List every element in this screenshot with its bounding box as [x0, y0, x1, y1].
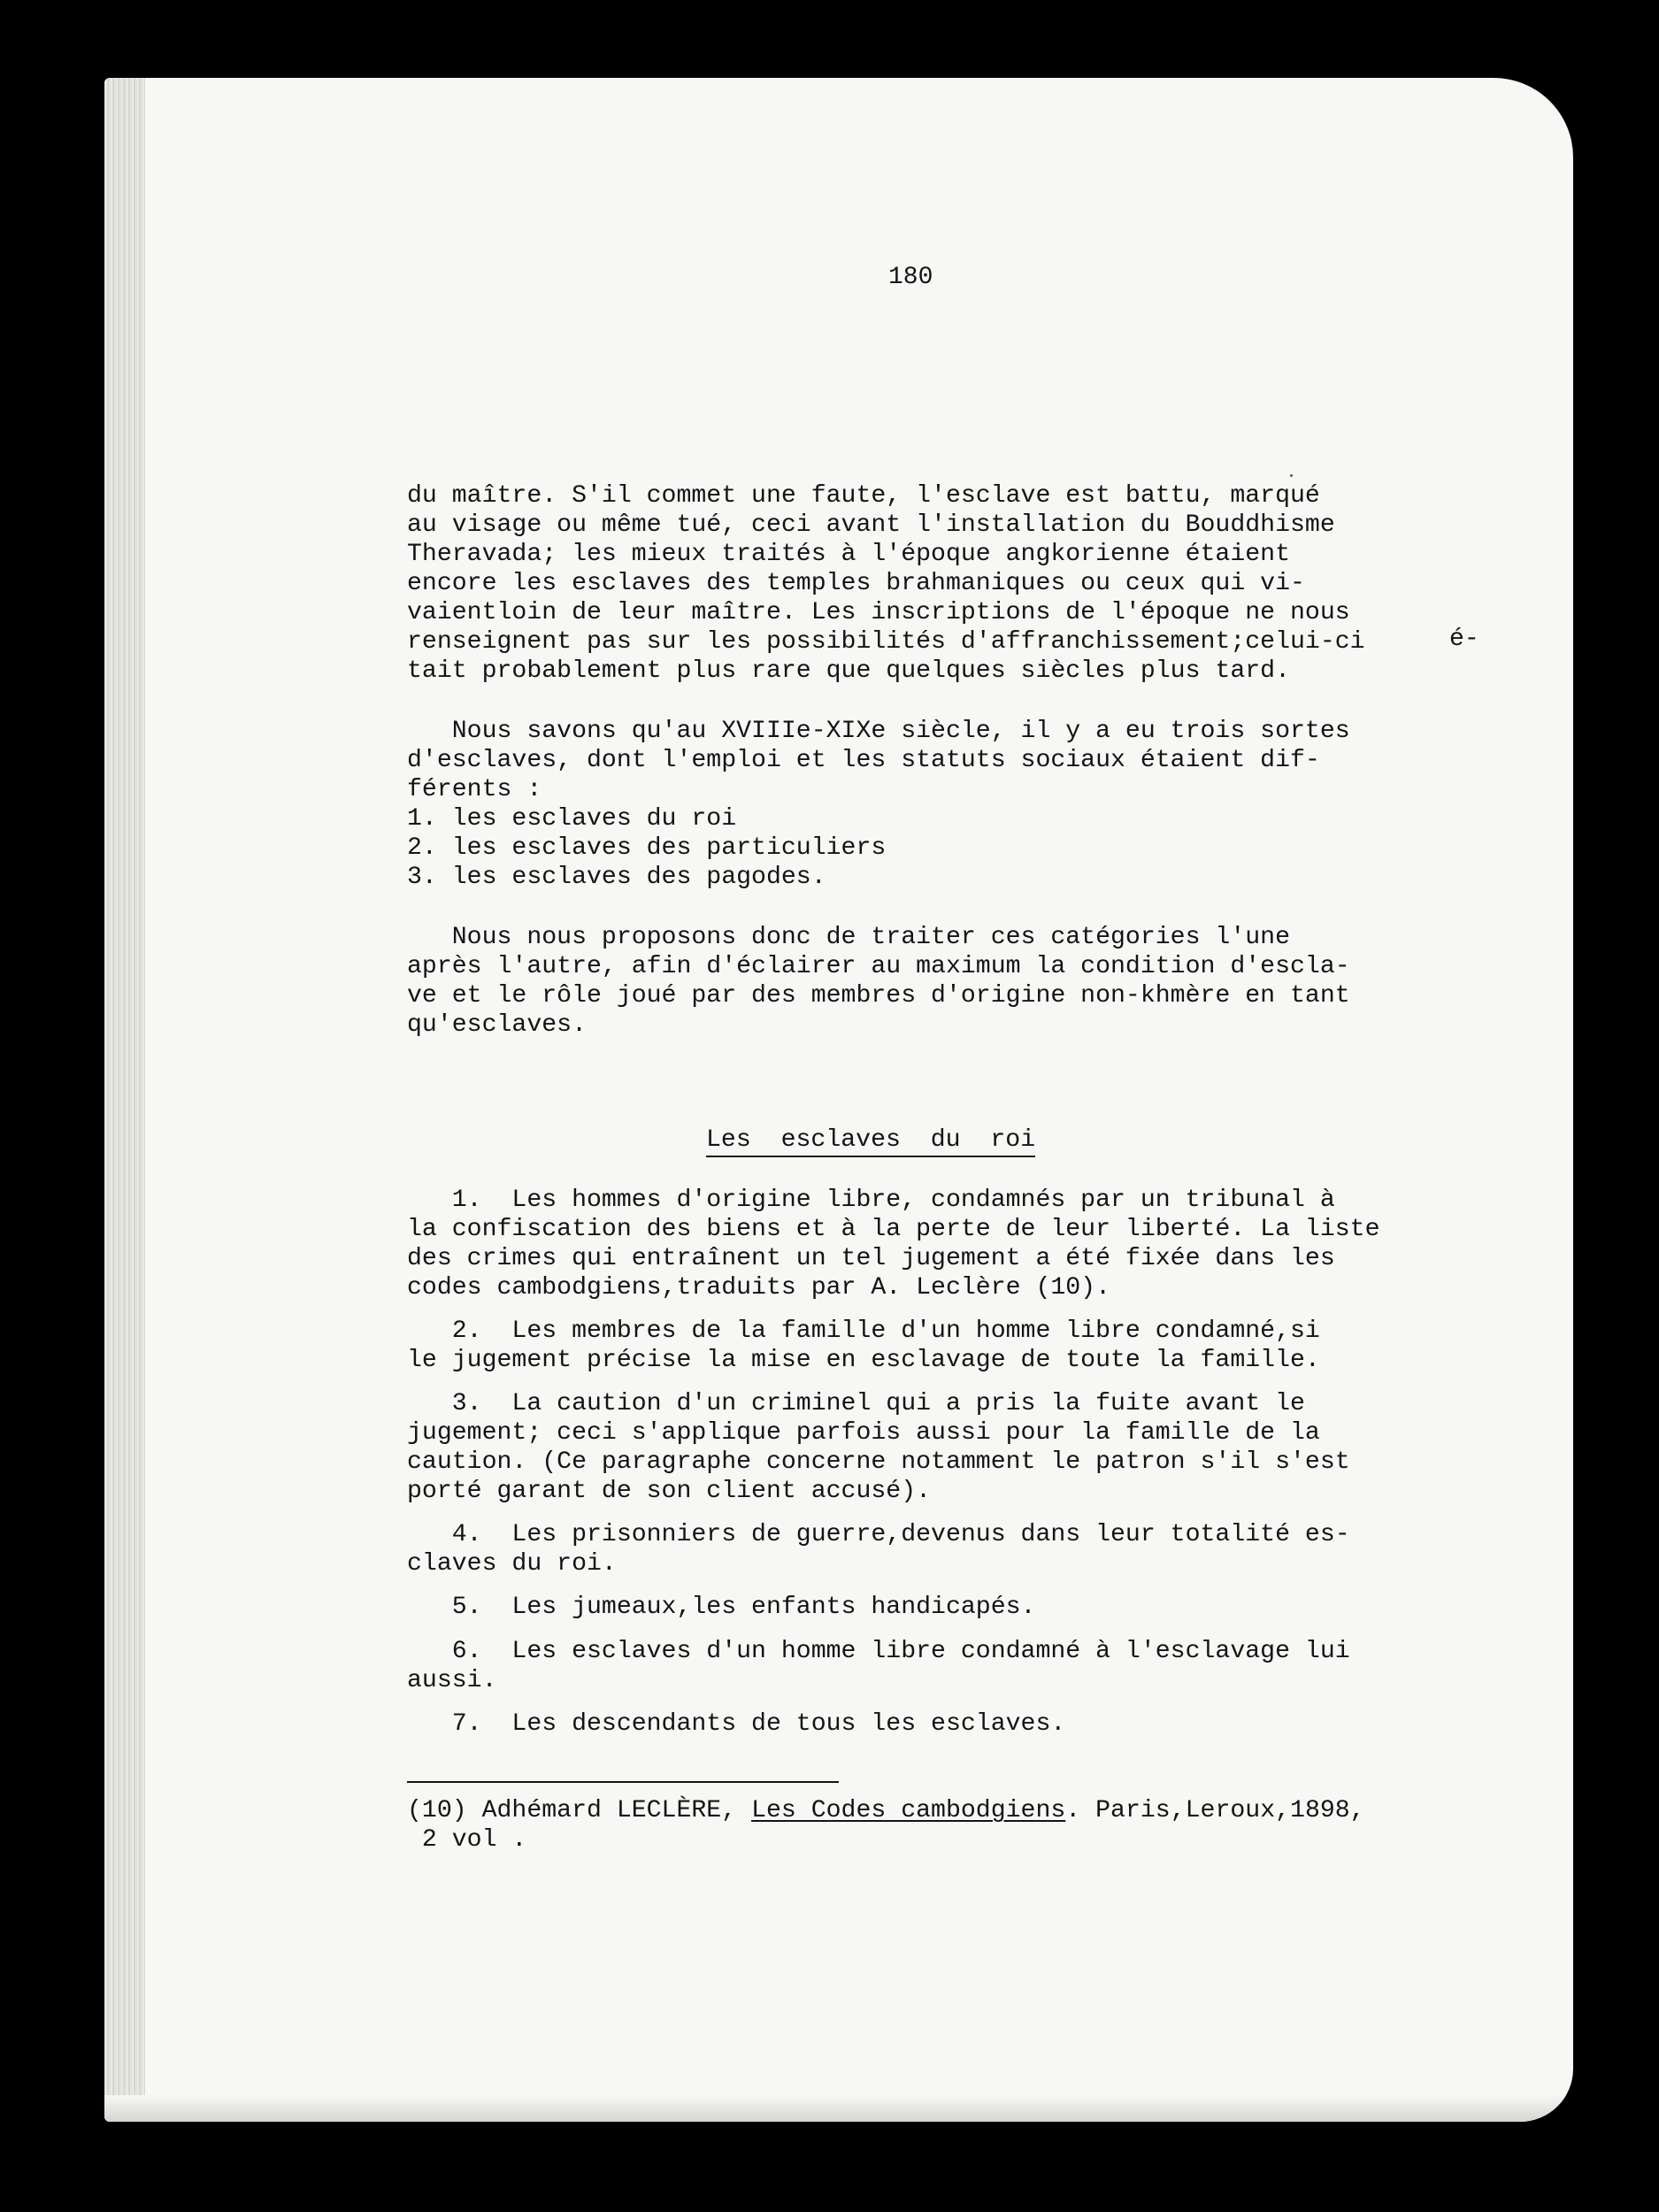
- list-item-6: 6. Les esclaves d'un homme libre condamné à l'esclavage lui aussi.: [407, 1638, 1350, 1694]
- paragraph-intro: du maître. S'il commet une faute, l'esclave est battu, marqué au visage ou même tué, ceci avant l'installation du Bouddhisme Theravada; les mieux traités à l'époque angkorienne étaient encore les esclaves des temples brahmaniques ou ceux qui vi- vaientloin de leur maître. Les inscriptions de l'époque ne nous renseignent pas sur les possibilités d'affranchissement;celui-ci tait probablement plus rare que quelques siècles plus tard.: [407, 482, 1365, 685]
- footnote-volume: 2 vol .: [407, 1826, 527, 1854]
- page-number: 180: [888, 264, 933, 291]
- page-stack-edge: [104, 78, 145, 2122]
- footnote-prefix: (10) Adhémard LECLÈRE,: [407, 1797, 752, 1824]
- footnote: [407, 1796, 1451, 1855]
- footnote-book-title: Les Codes cambodgiens: [751, 1797, 1066, 1824]
- scan-speck: [1290, 474, 1293, 477]
- list-item-4: 4. Les prisonniers de guerre,devenus dans leur totalité es- claves du roi.: [407, 1521, 1350, 1578]
- list-item-5: 5. Les jumeaux,les enfants handicapés.: [407, 1594, 1036, 1621]
- list-item-2: 2. Les membres de la famille d'un homme libre condamné,si le jugement précise la mise en esclavage de toute la famille.: [407, 1317, 1320, 1374]
- footnote-suffix: . Paris,Leroux,1898,: [1065, 1797, 1365, 1824]
- footnote-rule: [407, 1781, 839, 1783]
- page-bottom-shadow: [104, 2095, 1573, 2122]
- paragraph-plan: Nous nous proposons donc de traiter ces catégories l'une après l'autre, afin d'éclairer au maximum la condition d'escla- ve et le rôle joué par des membres d'origine non-khmère en tant qu'esclaves.: [407, 924, 1350, 1039]
- section-heading: Les esclaves du roi: [706, 1125, 1035, 1157]
- list-item-7: 7. Les descendants de tous les esclaves.: [407, 1710, 1066, 1738]
- list-item-1: 1. Les hommes d'origine libre, condamnés par un tribunal à la confiscation des biens et à la perte de leur liberté. La liste des crimes qui entraînent un tel jugement a été fixée dans les codes cambodgiens,traduits par A. Leclère (10).: [407, 1187, 1380, 1302]
- paragraph-slave-types: Nous savons qu'au XVIIIe-XIXe siècle, il y a eu trois sortes d'esclaves, dont l'emploi et les statuts sociaux étaient dif- férents : 1. les esclaves du roi 2. les esclaves des particuliers 3. les esclaves des pagodes.: [407, 718, 1350, 891]
- margin-hyphenation: é-: [1449, 626, 1479, 653]
- list-item-3: 3. La caution d'un criminel qui a pris la fuite avant le jugement; ceci s'applique parfois aussi pour la famille de la caution. (Ce paragraphe concerne notamment le patron s'il s'est porté garant de son client accusé).: [407, 1390, 1350, 1505]
